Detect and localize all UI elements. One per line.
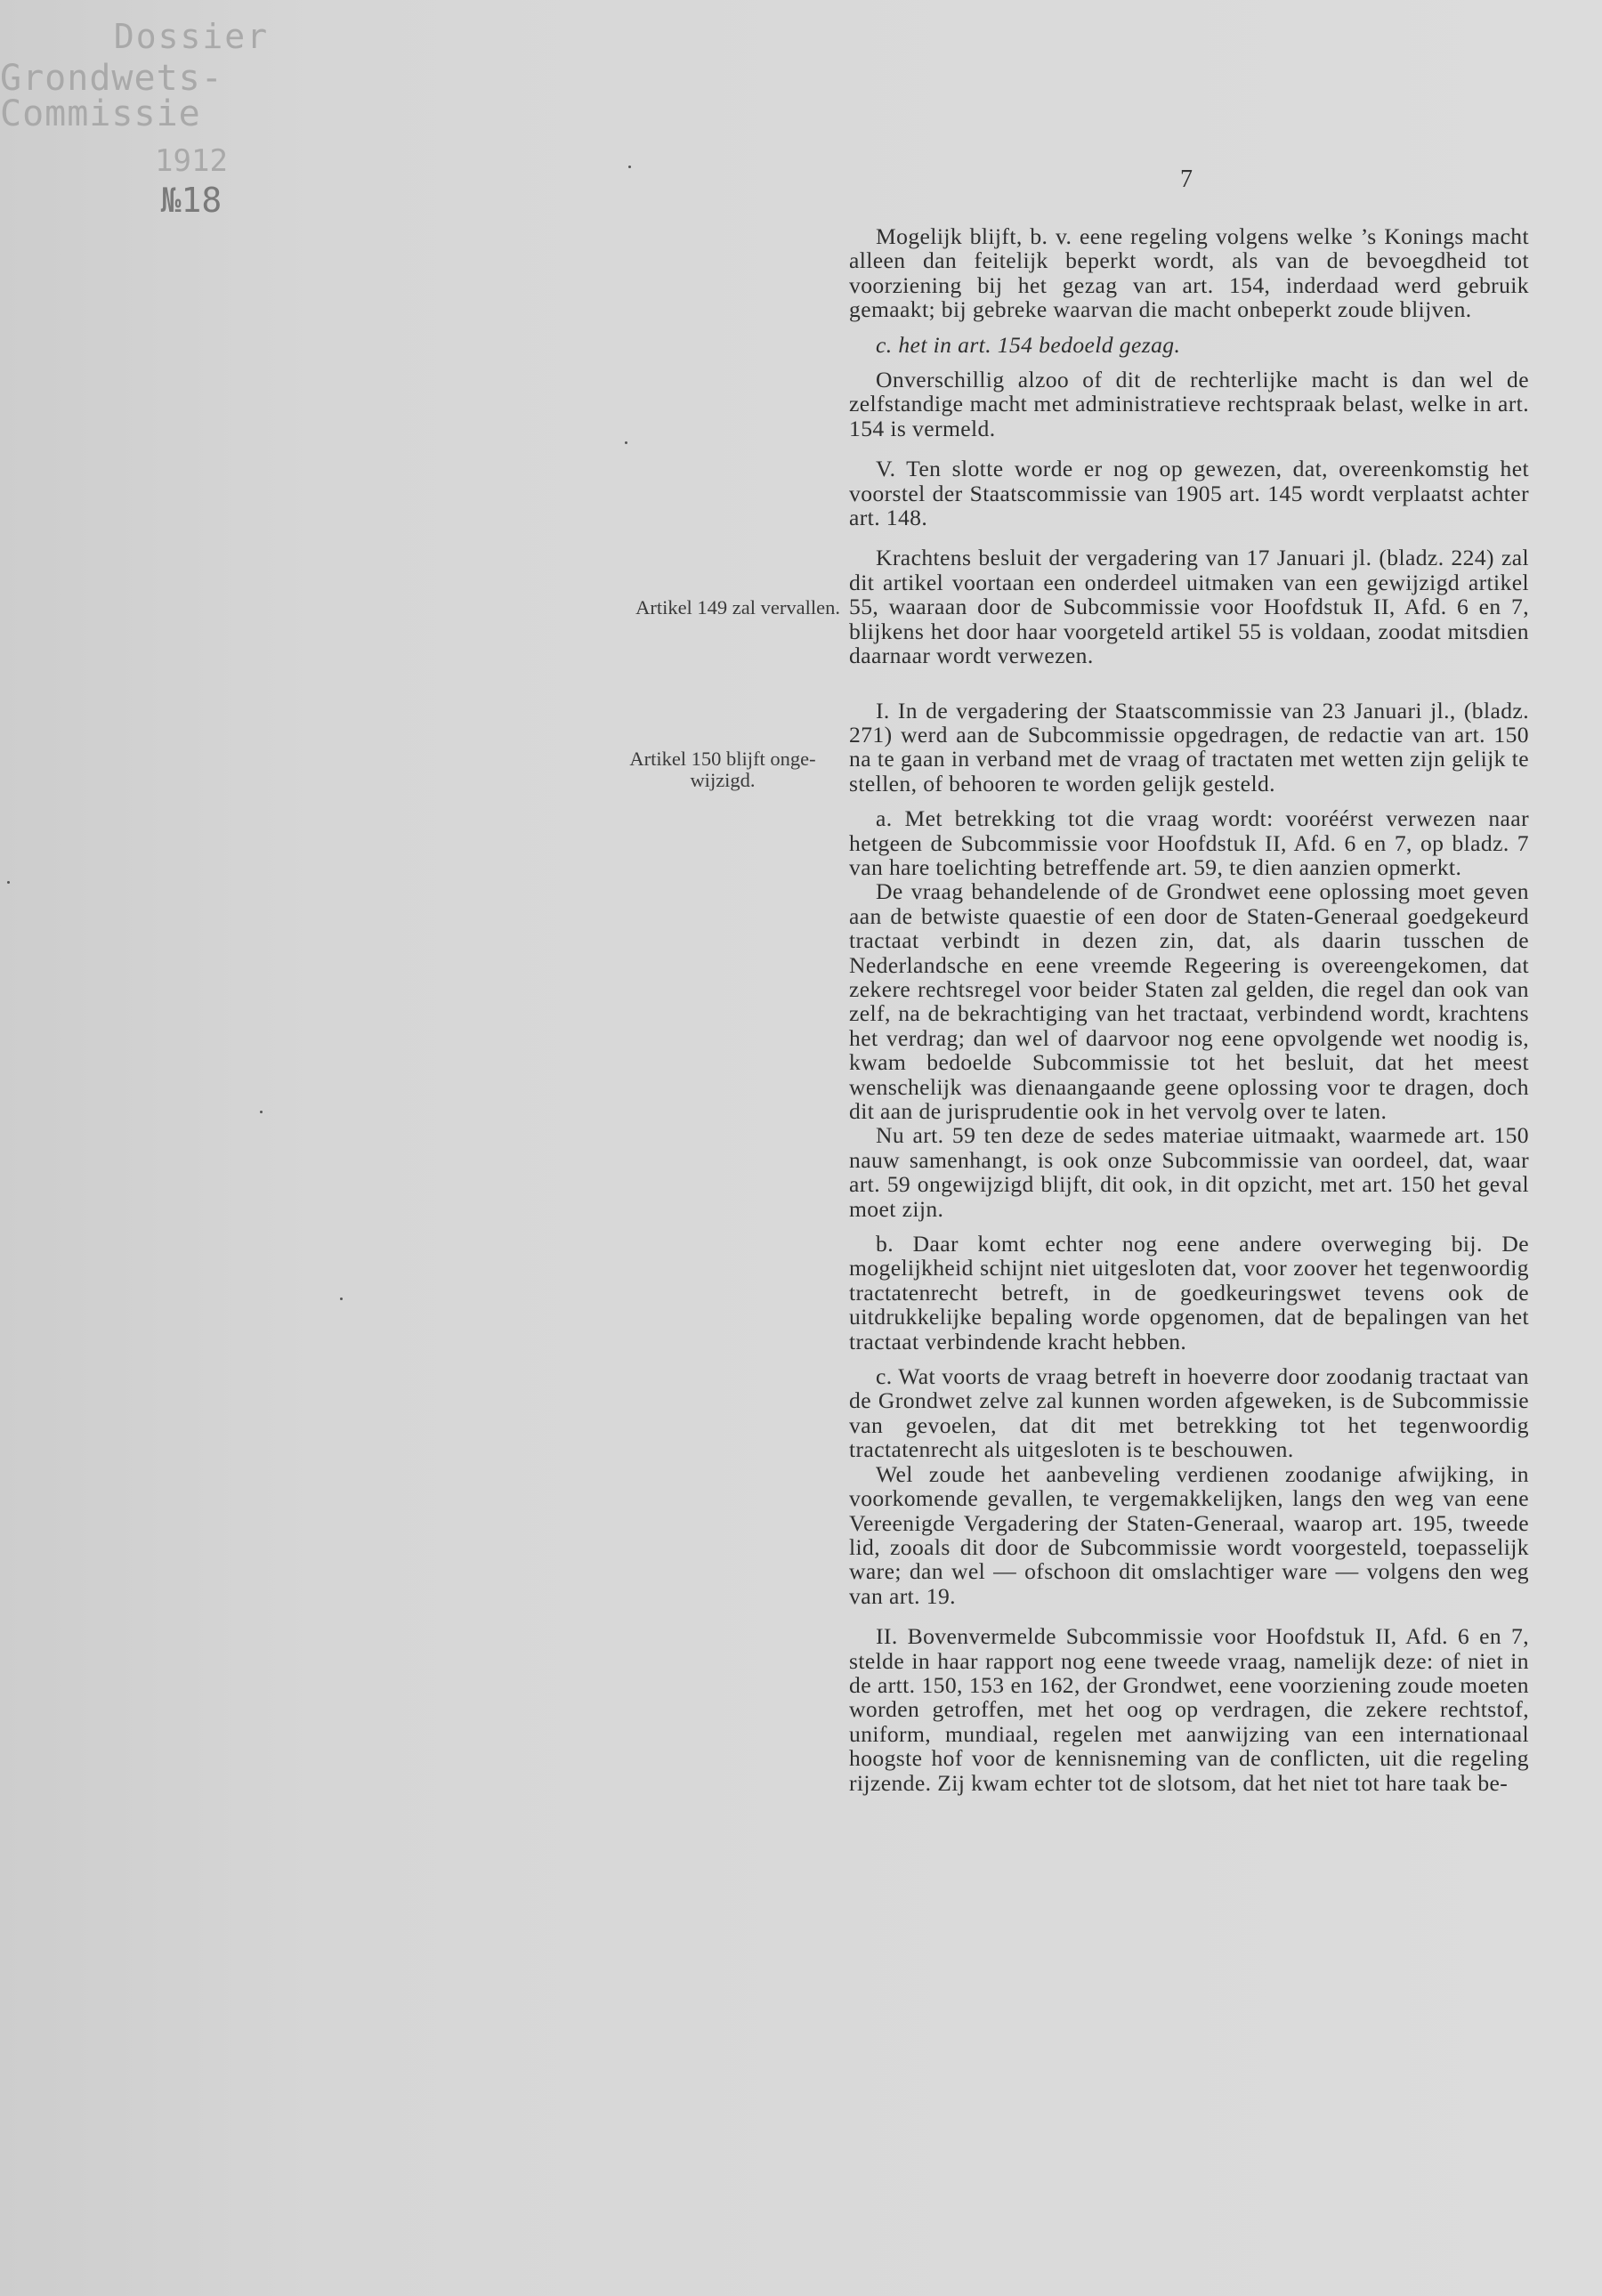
stamp-line-dossier: Dossier	[113, 17, 270, 56]
paragraph-ii: II. Bovenvermelde Subcommissie voor Hoofdstuk II, Afd. 6 en 7, stelde in haar rapport nog eene tweede vraag, namelijk deze: of niet in de artt. 150, 153 en 162, der Grondwet, eene voorziening zoude moeten worden getroffen, met het oog op verdragen, die zekere rechtstof, uniform, mundiaal, regelen met aanwijzing van een internationaal hoogste hof voor de kennisneming van de conflicten, uit die regeling rijzende. Zij kwam echter tot de slotsom, dat het niet tot hare taak be-	[849, 1623, 1529, 1796]
main-text-column	[849, 224, 1529, 1806]
paragraph: Mogelijk blijft, b. v. eene regeling volgens welke ’s Konings macht alleen dan feitelijk beperkt wordt, als van de bevoegdheid tot voorziening bij het gezag van art. 154, inderdaad werd gebruik gemaakt; bij gebreke waarvan die macht onbeperkt zoude blijven.	[849, 223, 1529, 323]
paragraph-c: c. Wat voorts de vraag betreft in hoeverre door zoodanig tractaat van de Grondwet zelve zal kunnen worden afgeweken, is de Subcommissie van gevoelen, dat dit met betrekking tot het tegenwoordig tractatenrecht als uitgesloten is te beschouwen.	[849, 1363, 1529, 1463]
stamp-line-number: №18	[160, 181, 222, 220]
margin-note-art-150: Artikel 150 blijft onge-wijzigd.	[629, 748, 816, 791]
paragraph: De vraag behandelende of de Grondwet eene oplossing moet geven aan de betwiste quaestie of een door de Staten-Generaal goedgekeurd tractaat verbindt in dezen zin, dat, als daarin tusschen de Nederlandsche en eene vreemde Regeering is overeengekomen, dat zekere rechtsregel voor beider Staten zal gelden, die regel dan ook van zelf, na de bekrachtiging van het tractaat, verbindend wordt, krachtens het verdrag; dan wel of daarvoor nog eene opvolgende wet noodig is, kwam bedoelde Subcommissie tot het besluit, dat het meest wenschelijk was dienaangaande geene oplossing voor te dragen, doch dit aan de jurisprudentie ook in het vervolg over te laten.	[849, 878, 1529, 1124]
paper-speck	[628, 166, 631, 168]
paragraph-a: a. Met betrekking tot die vraag wordt: vooréérst verwezen naar hetgeen de Subcommissie voor Hoofdstuk II, Afd. 6 en 7, op bladz. 7 van hare toelichting betreffende art. 59, te dien aanzien opmerkt.	[849, 805, 1529, 880]
paragraph: Wel zoude het aanbeveling verdienen zoodanige afwijking, in voorkomende gevallen, te vergemakkelijken, langs den weg van eene Vereenigde Vergadering der Staten-Generaal, waarop art. 195, tweede lid, zooals dit door de Subcommissie wordt voorgesteld, toepasselijk ware; dan wel — ofschoon dit omslachtiger ware — volgens den weg van art. 19.	[849, 1460, 1529, 1609]
paragraph-art-149: Krachtens besluit der vergadering van 17 Januari jl. (bladz. 224) zal dit artikel voortaan een onderdeel uitmaken van een gewijzigd artikel 55, waaraan door de Subcommissie voor Hoofdstuk II, Afd. 6 en 7, blijkens het door haar voorgeteld artikel 55 is voldaan, zoodat mitsdien daarnaar wordt verwezen.	[849, 545, 1529, 669]
paper-speck	[340, 1298, 343, 1300]
paper-speck	[7, 881, 10, 884]
stamp-line-year: 1912	[155, 143, 228, 179]
paragraph: Nu art. 59 ten deze de sedes materiae uitmaakt, waarmede art. 150 nauw samenhangt, is ook onze Subcommissie van oordeel, dat, waar art. 59 ongewijzigd blijft, dit ook, in dit opzicht, met art. 150 het geval moet zijn.	[849, 1122, 1529, 1222]
page-number: 7	[1180, 166, 1193, 193]
archive-stamp	[0, 17, 383, 220]
paragraph-section-v: V. Ten slotte worde er nog op gewezen, dat, overeenkomstig het voorstel der Staatscommissie van 1905 art. 145 wordt verplaatst achter art. 148.	[849, 456, 1529, 531]
paper-speck	[260, 1111, 263, 1113]
paper-speck	[625, 441, 627, 444]
paragraph-art-150-i: I. In de vergadering der Staatscommissie van 23 Januari jl., (bladz. 271) werd aan de Subcommissie opgedragen, de redactie van art. 150 na te gaan in verband met de vraag of tractaten met wetten zijn gelijk te stellen, of behooren te worden gelijk gesteld.	[849, 697, 1529, 796]
margin-note-art-149: Artikel 149 zal vervallen.	[635, 596, 840, 618]
stamp-line-commission: Grondwets-Commissie	[0, 58, 223, 134]
paragraph: Onverschillig alzoo of dit de rechterlijke macht is dan wel de zelfstandige macht met administratieve rechtspraak belast, welke in art. 154 is vermeld.	[849, 367, 1529, 441]
subheading-c: c. het in art. 154 bedoeld gezag.	[876, 331, 1181, 358]
paragraph-b: b. Daar komt echter nog eene andere overweging bij. De mogelijkheid schijnt niet uitgesloten dat, voor zoover het tegenwoordig tractatenrecht betreft, in de goedkeuringswet tevens ook de uitdrukkelijke bepaling worde opgenomen, dat de bepalingen van het tractaat verbindende kracht hebben.	[849, 1231, 1529, 1354]
